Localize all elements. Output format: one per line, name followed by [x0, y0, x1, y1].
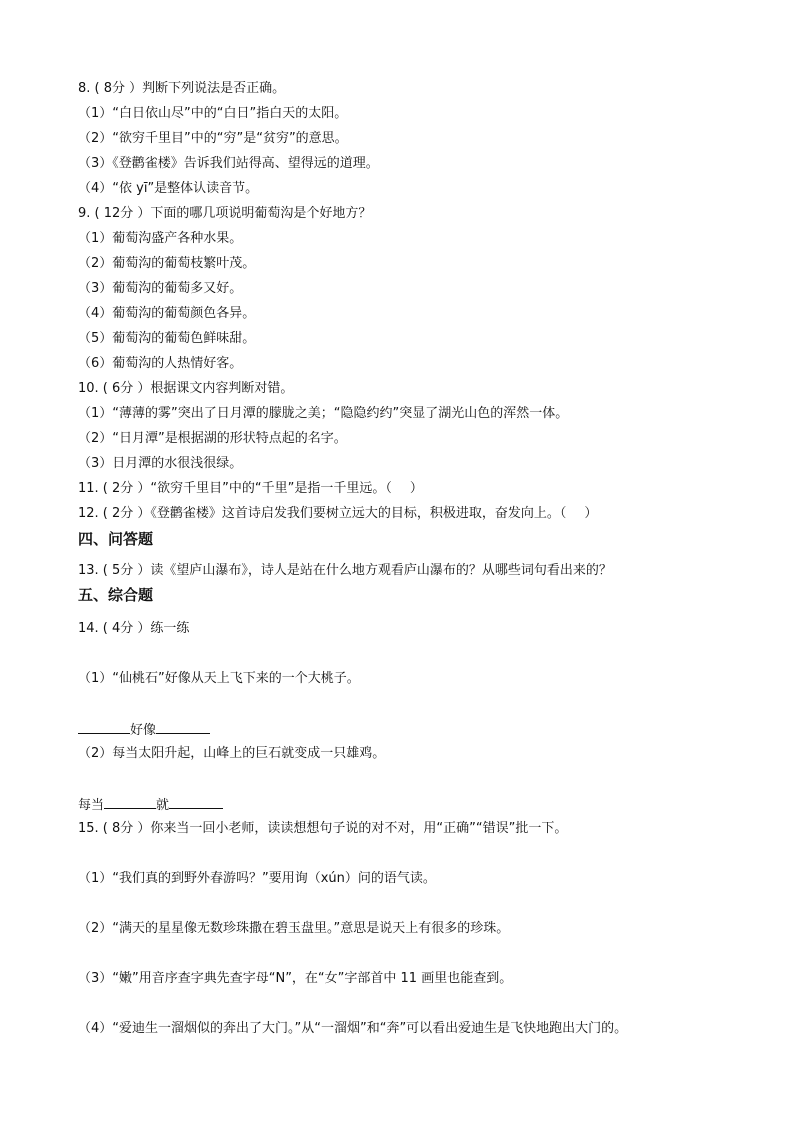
q15-item-1: （1）“我们真的到野外春游吗？”要用询（xún）问的语气读。: [78, 871, 436, 886]
q9-item-3: （3）葡萄沟的葡萄多又好。: [78, 281, 243, 296]
q11-close-paren: ）: [409, 481, 423, 496]
q14-title: 14. ( 4分 ）练一练: [78, 621, 190, 636]
q15-title: 15. ( 8分 ）你来当一回小老师，读读想想句子说的对不对，用“正确”“错误”批一下。: [78, 821, 568, 836]
q14-item-2: （2）每当太阳升起，山峰上的巨石就变成一只雄鸡。: [78, 746, 386, 761]
q14-item-1-answer: [78, 721, 210, 739]
q9-item-1: （1）葡萄沟盛产各种水果。: [78, 231, 243, 246]
q14-item-2-mid: 就: [156, 798, 170, 813]
q15-item-3: （3）“嫩”用音序查字典先查字母“N”，在“女”字部首中 11 画里也能查到。: [78, 971, 513, 986]
q14-item-2-answer: [78, 796, 223, 814]
q8-item-2: （2）“欲穷千里目”中的“穷”是“贫穷”的意思。: [78, 131, 348, 146]
q14-item-2-pre: 每当: [78, 798, 105, 813]
q10-title: 10. ( 6分 ）根据课文内容判断对错。: [78, 381, 294, 396]
answer-blank[interactable]: [169, 796, 223, 809]
q9-title: 9. ( 12分 ）下面的哪几项说明葡萄沟是个好地方？: [78, 206, 372, 221]
q14-item-1: （1）“仙桃石”好像从天上飞下来的一个大桃子。: [78, 671, 360, 686]
q8-item-4: （4）“依 yī”是整体认读音节。: [78, 181, 259, 196]
q10-item-3: （3）日月潭的水很浅很绿。: [78, 456, 243, 471]
q15-item-2: （2）“满天的星星像无数珍珠撒在碧玉盘里。”意思是说天上有很多的珍珠。: [78, 921, 510, 936]
q12-line: [78, 506, 597, 522]
section-4-heading: 四、问答题: [78, 530, 154, 548]
answer-blank[interactable]: [78, 721, 130, 734]
q14-item-1-mid: 好像: [130, 723, 157, 738]
q10-item-2: （2）“日月潭”是根据湖的形状特点起的名字。: [78, 431, 347, 446]
q11-line: [78, 481, 423, 497]
q9-item-6: （6）葡萄沟的人热情好客。: [78, 356, 243, 371]
q15-item-4: （4）“爱迪生一溜烟似的奔出了大门。”从“一溜烟”和“奔”可以看出爱迪生是飞快地跑出大门的。: [78, 1021, 628, 1036]
q9-item-5: （5）葡萄沟的葡萄色鲜味甜。: [78, 331, 256, 346]
q8-item-1: （1）“白日依山尽”中的“白日”指白天的太阳。: [78, 106, 348, 121]
q8-title: 8. ( 8分 ）判断下列说法是否正确。: [78, 81, 286, 96]
q9-item-4: （4）葡萄沟的葡萄颜色各异。: [78, 306, 256, 321]
q12-text: 12. ( 2分 ）《登鹳雀楼》这首诗启发我们要树立远大的目标，积极进取，奋发向上。（: [78, 506, 567, 521]
q9-item-2: （2）葡萄沟的葡萄枝繁叶茂。: [78, 256, 256, 271]
q10-item-1: （1）“薄薄的雾”突出了日月潭的朦胧之美；“隐隐约约”突显了湖光山色的浑然一体。: [78, 406, 569, 421]
q13-title: 13. ( 5分 ）读《望庐山瀑布》，诗人是站在什么地方观看庐山瀑布的？从哪些词句看出来的？: [78, 563, 612, 578]
answer-blank[interactable]: [104, 796, 156, 809]
q12-close-paren: ）: [584, 506, 598, 521]
q8-item-3: （3）《登鹳雀楼》告诉我们站得高、望得远的道理。: [78, 156, 379, 171]
section-5-heading: 五、综合题: [78, 586, 154, 604]
answer-blank[interactable]: [156, 721, 210, 734]
q11-text: 11. ( 2分 ）“欲穷千里目”中的“千里”是指一千里远。（: [78, 481, 392, 496]
